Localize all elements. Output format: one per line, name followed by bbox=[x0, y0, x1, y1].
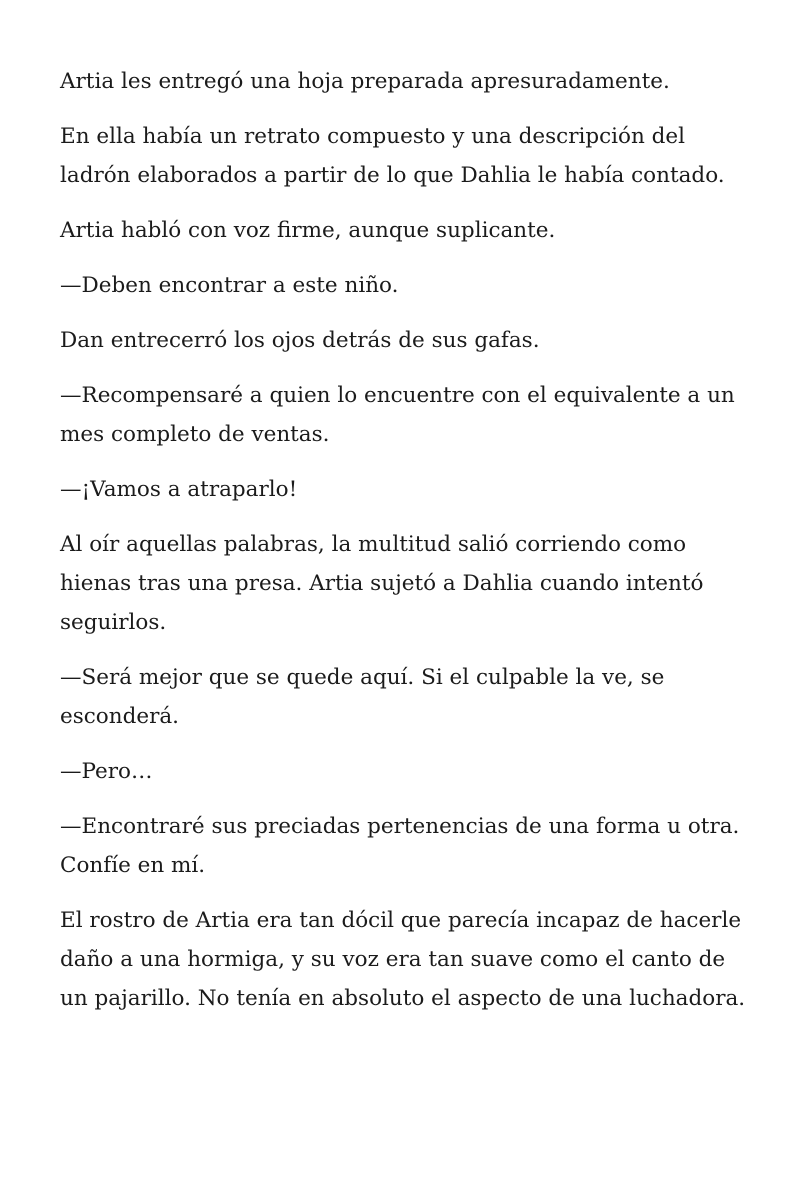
paragraph-7: —¡Vamos a atraparlo! bbox=[60, 477, 298, 502]
paragraph-8: Al oír aquellas palabras, la multitud salió corriendo como hienas tras una presa. Artia sujetó a Dahlia cuando intentó seguirlos. bbox=[60, 532, 704, 635]
paragraph-9: —Será mejor que se quede aquí. Si el culpable la ve, se esconderá. bbox=[60, 665, 665, 729]
paragraph-12: El rostro de Artia era tan dócil que parecía incapaz de hacerle daño a una hormiga, y su voz era tan suave como el canto de un pajarillo. No tenía en absoluto el aspecto de una luchadora. bbox=[60, 908, 746, 1011]
paragraph-3: Artia habló con voz firme, aunque suplicante. bbox=[60, 218, 556, 243]
document-page bbox=[60, 62, 750, 1034]
paragraph-10: —Pero… bbox=[60, 759, 153, 784]
paragraph-1: Artia les entregó una hoja preparada apresuradamente. bbox=[60, 69, 670, 94]
paragraph-11: —Encontraré sus preciadas pertenencias de una forma u otra. Confíe en mí. bbox=[60, 814, 740, 878]
paragraph-2: En ella había un retrato compuesto y una descripción del ladrón elaborados a partir de lo que Dahlia le había contado. bbox=[60, 124, 725, 188]
paragraph-5: Dan entrecerró los ojos detrás de sus gafas. bbox=[60, 328, 540, 353]
paragraph-6: —Recompensaré a quien lo encuentre con el equivalente a un mes completo de ventas. bbox=[60, 383, 735, 447]
paragraph-4: —Deben encontrar a este niño. bbox=[60, 273, 399, 298]
